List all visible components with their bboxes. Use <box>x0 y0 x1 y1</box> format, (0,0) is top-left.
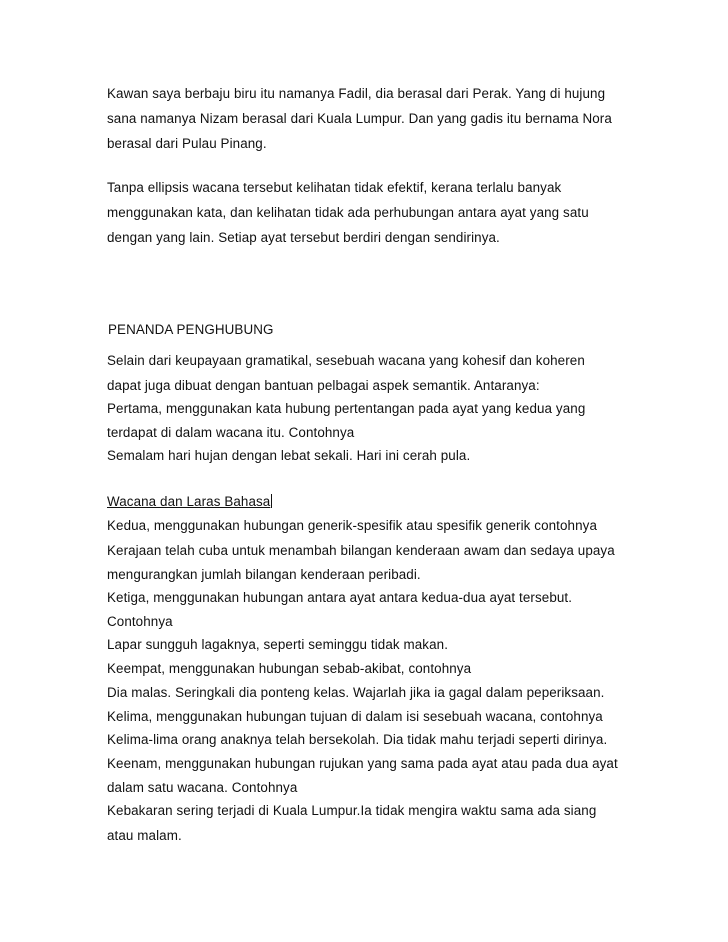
paragraph-1-line-1: Kawan saya berbaju biru itu namanya Fadil, dia berasal dari Perak. Yang di hujung <box>107 86 606 101</box>
paragraph-4-line-8: Dia malas. Seringkali dia ponteng kelas. Wajarlah jika ia gagal dalam peperiksaan. <box>107 685 605 700</box>
paragraph-4-line-7: Keempat, menggunakan hubungan sebab-akibat, contohnya <box>107 661 472 676</box>
paragraph-4-line-12: dalam satu wacana. Contohnya <box>107 780 298 795</box>
text-cursor <box>271 494 272 508</box>
paragraph-3-line-1: Selain dari keupayaan gramatikal, sesebuah wacana yang kohesif dan koheren <box>107 353 585 368</box>
paragraph-2-line-2: menggunakan kata, dan kelihatan tidak ada perhubungan antara ayat yang satu <box>107 205 589 220</box>
paragraph-4-line-2: Kerajaan telah cuba untuk menambah bilangan kenderaan awam dan sedaya upaya <box>107 543 615 558</box>
paragraph-4-line-10: Kelima-lima orang anaknya telah bersekolah. Dia tidak mahu terjadi seperti dirinya. <box>107 732 608 747</box>
paragraph-4-line-4: Ketiga, menggunakan hubungan antara ayat antara kedua-dua ayat tersebut. <box>107 590 573 605</box>
paragraph-4-line-6: Lapar sungguh lagaknya, seperti seminggu tidak makan. <box>107 637 449 652</box>
paragraph-3-line-3: Pertama, menggunakan kata hubung pertentangan pada ayat yang kedua yang <box>107 401 586 416</box>
paragraph-2-line-1: Tanpa ellipsis wacana tersebut kelihatan tidak efektif, kerana terlalu banyak <box>107 180 562 195</box>
paragraph-4-line-1: Kedua, menggunakan hubungan generik-spesifik atau spesifik generik contohnya <box>107 518 597 533</box>
paragraph-1-line-2: sana namanya Nizam berasal dari Kuala Lumpur. Dan yang gadis itu bernama Nora <box>107 111 612 126</box>
document-page <box>107 0 707 942</box>
paragraph-1-line-3: berasal dari Pulau Pinang. <box>107 136 267 151</box>
paragraph-3-line-2: dapat juga dibuat dengan bantuan pelbagai aspek semantik. Antaranya: <box>107 378 540 393</box>
paragraph-4-line-9: Kelima, menggunakan hubungan tujuan di dalam isi sesebuah wacana, contohnya <box>107 709 603 724</box>
paragraph-4-line-3: mengurangkan jumlah bilangan kenderaan peribadi. <box>107 567 421 582</box>
link-line <box>107 494 272 510</box>
paragraph-3-line-5: Semalam hari hujan dengan lebat sekali. Hari ini cerah pula. <box>107 448 471 463</box>
paragraph-4-line-5: Contohnya <box>107 614 173 629</box>
paragraph-4-line-14: atau malam. <box>107 828 182 843</box>
paragraph-4-line-11: Keenam, menggunakan hubungan rujukan yang sama pada ayat atau pada dua ayat <box>107 756 618 771</box>
section-heading: PENANDA PENGHUBUNG <box>108 322 274 337</box>
paragraph-4-line-13: Kebakaran sering terjadi di Kuala Lumpur.Ia tidak mengira waktu sama ada siang <box>107 803 597 818</box>
paragraph-3-line-4: terdapat di dalam wacana itu. Contohnya <box>107 425 355 440</box>
wacana-laras-bahasa-link[interactable]: Wacana dan Laras Bahasa <box>107 494 271 509</box>
paragraph-2-line-3: dengan yang lain. Setiap ayat tersebut berdiri dengan sendirinya. <box>107 230 500 245</box>
